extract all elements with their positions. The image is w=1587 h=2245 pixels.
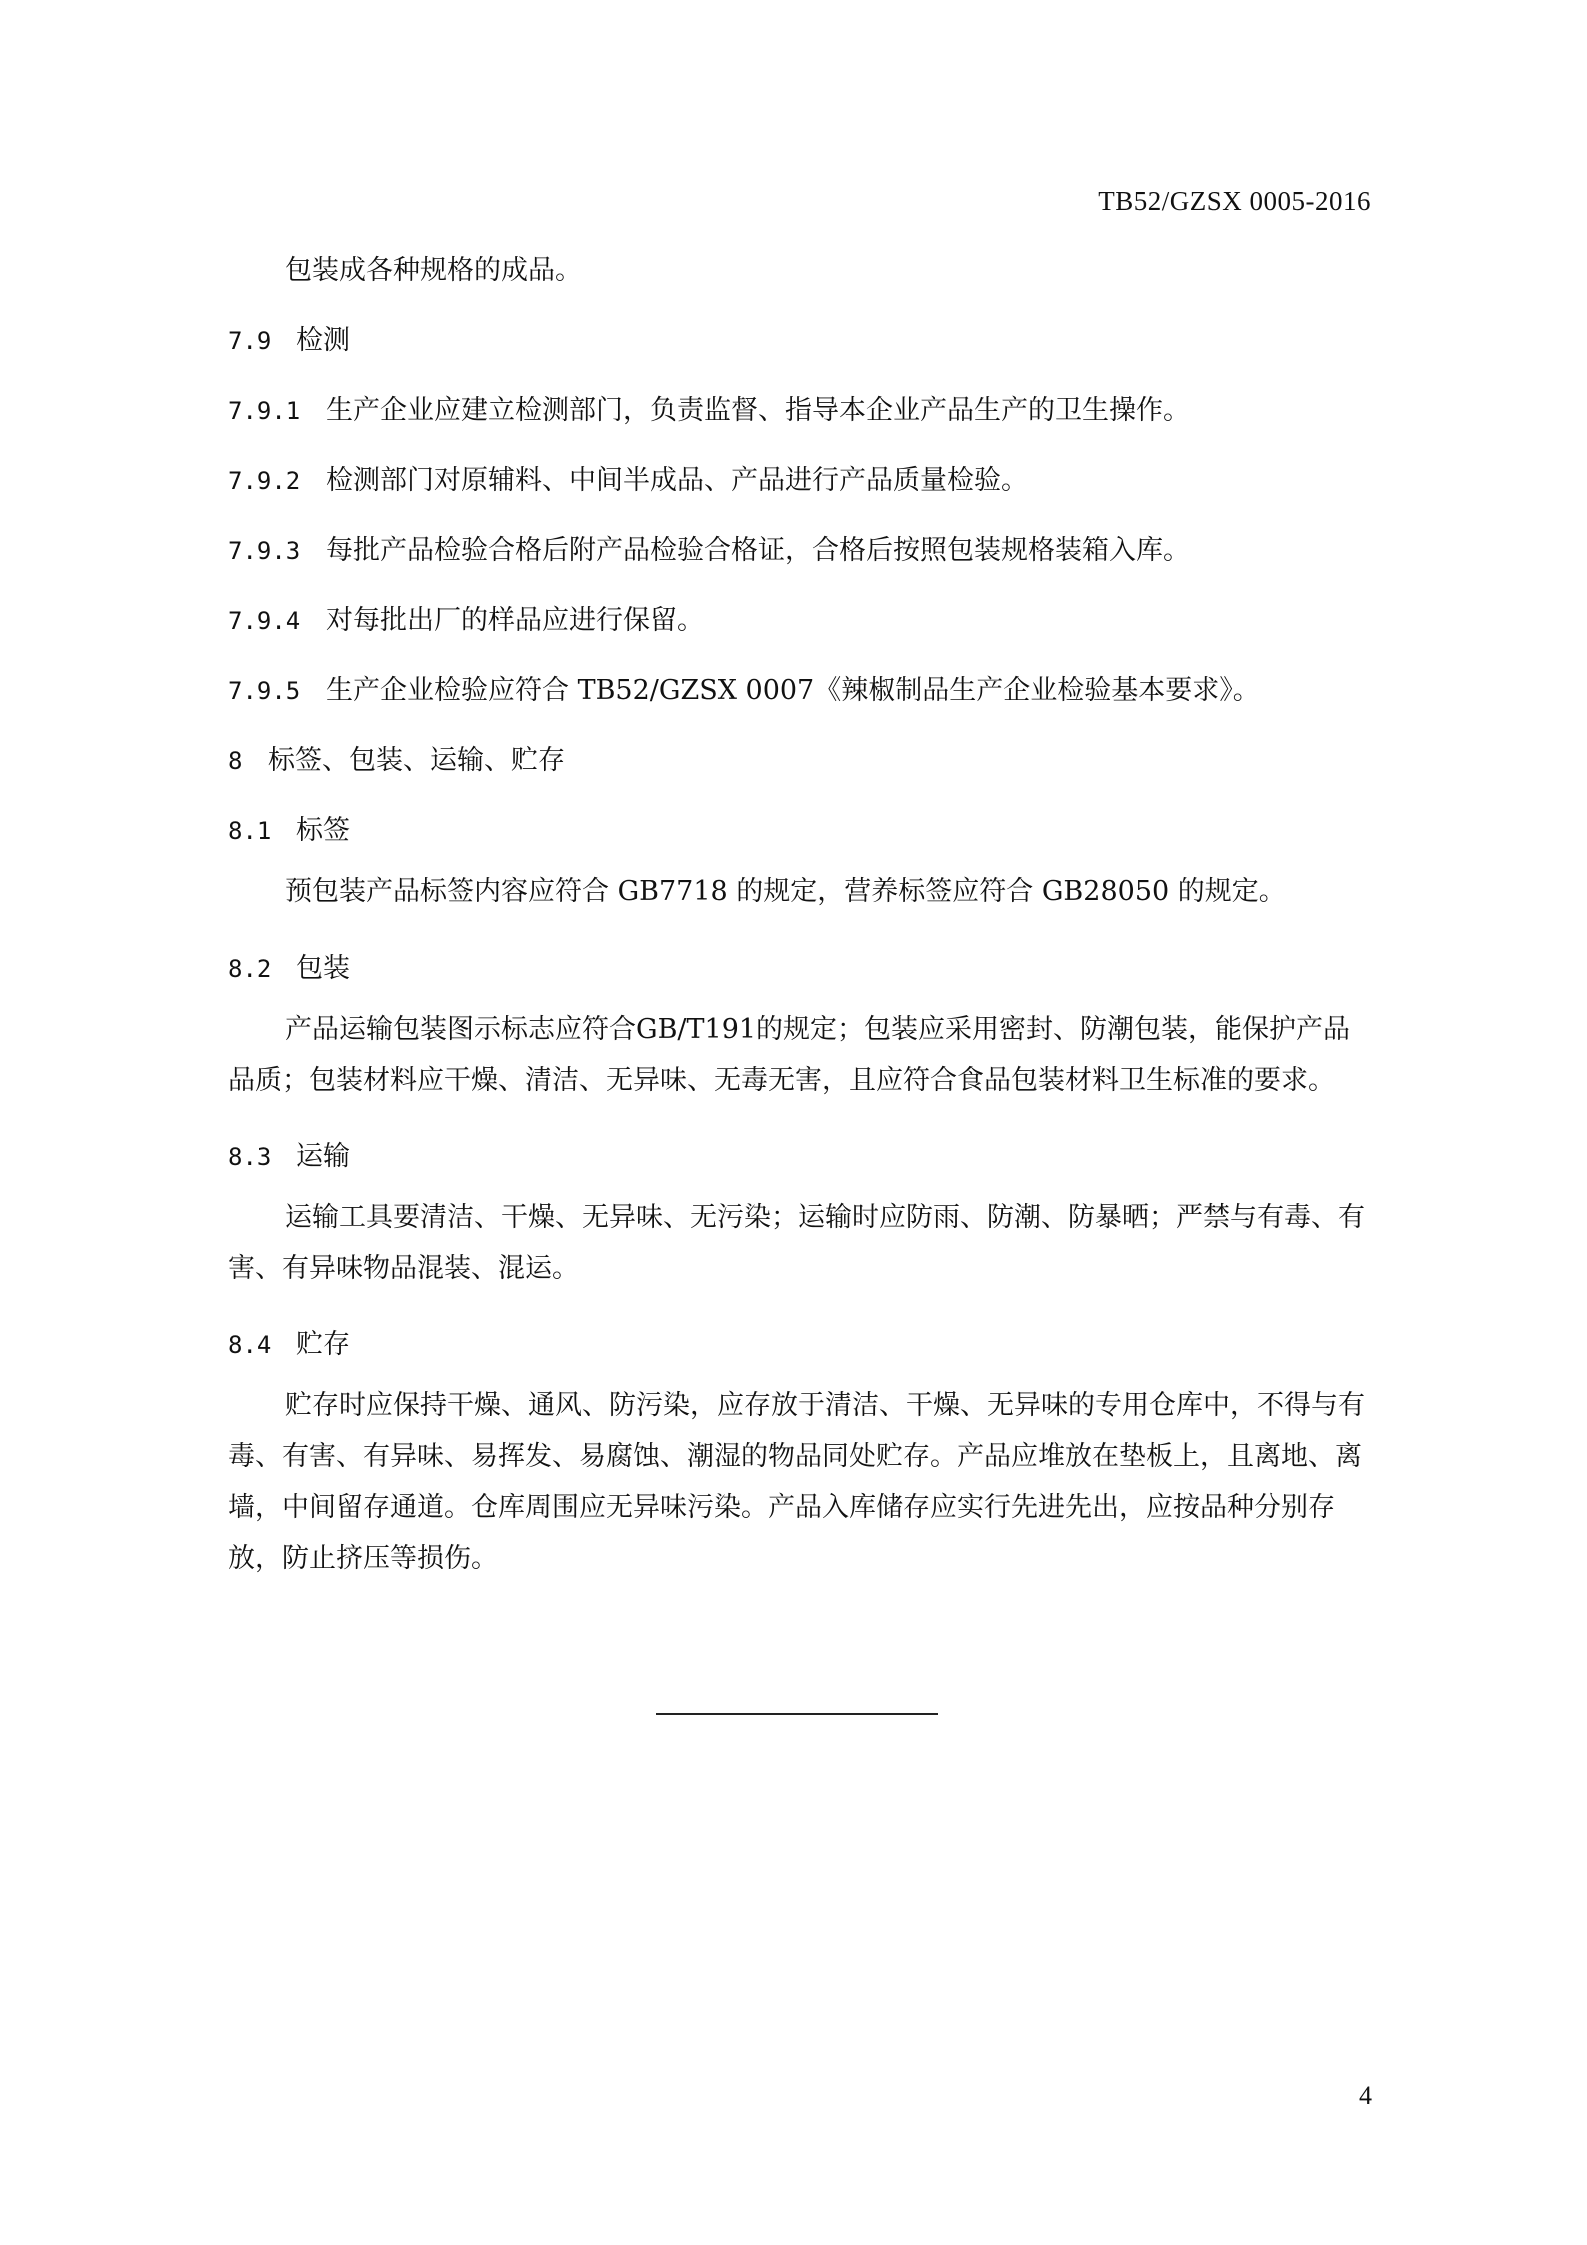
section-title: 检测 bbox=[296, 325, 350, 356]
clause-7-9-2 bbox=[228, 458, 1028, 497]
clause-number: 7.9.2 bbox=[228, 467, 301, 495]
section-8-2-heading bbox=[228, 946, 350, 985]
chapter-number: 8 bbox=[228, 747, 243, 775]
clause-text: 生产企业检验应符合 TB52/GZSX 0007《辣椒制品生产企业检验基本要求》。 bbox=[326, 675, 1260, 706]
paragraph-text: 贮存时应保持干燥、通风、防污染，应存放于清洁、干燥、无异味的专用仓库中，不得与有毒、有害、有异味、易挥发、易腐蚀、潮湿的物品同处贮存。产品应堆放在垫板上，且离地、离墙，中间留存通道。仓库周围应无异味污染。产品入库储存应实行先进先出，应按品种分别存放，防止挤压等损伤。 bbox=[228, 1390, 1365, 1574]
end-of-document-rule bbox=[656, 1713, 938, 1715]
section-number: 8.2 bbox=[228, 955, 272, 983]
section-title: 标签 bbox=[296, 815, 350, 846]
paragraph-text: 预包装产品标签内容应符合 GB7718 的规定，营养标签应符合 GB28050 的规定。 bbox=[285, 876, 1286, 907]
section-8-4-body bbox=[228, 1380, 1368, 1584]
chapter-title: 标签、包装、运输、贮存 bbox=[268, 745, 565, 776]
clause-number: 7.9.4 bbox=[228, 607, 301, 635]
section-8-1-heading bbox=[228, 808, 350, 847]
section-title: 运输 bbox=[296, 1141, 350, 1172]
section-7-9-heading bbox=[228, 318, 350, 357]
section-number: 8.4 bbox=[228, 1331, 272, 1359]
section-number: 8.1 bbox=[228, 817, 272, 845]
clause-number: 7.9.5 bbox=[228, 677, 301, 705]
section-title: 贮存 bbox=[296, 1329, 350, 1360]
section-number: 8.3 bbox=[228, 1143, 272, 1171]
section-8-3-body bbox=[228, 1192, 1368, 1294]
continuation-text: 包装成各种规格的成品。 bbox=[285, 255, 582, 286]
section-8-1-body bbox=[228, 866, 1368, 917]
clause-7-9-5 bbox=[228, 668, 1260, 707]
page-number: 4 bbox=[1359, 2081, 1372, 2110]
clause-number: 7.9.1 bbox=[228, 397, 301, 425]
document-code: TB52/GZSX 0005-2016 bbox=[1098, 186, 1371, 216]
section-number: 7.9 bbox=[228, 327, 272, 355]
section-title: 包装 bbox=[296, 953, 350, 984]
paragraph-text: 产品运输包装图示标志应符合GB/T191的规定；包装应采用密封、防潮包装，能保护产品品质；包装材料应干燥、清洁、无异味、无毒无害，且应符合食品包装材料卫生标准的要求。 bbox=[228, 1014, 1351, 1096]
section-8-3-heading bbox=[228, 1134, 350, 1173]
section-8-2-body bbox=[228, 1004, 1368, 1106]
clause-text: 每批产品检验合格后附产品检验合格证，合格后按照包装规格装箱入库。 bbox=[326, 535, 1190, 566]
clause-7-9-1 bbox=[228, 388, 1190, 427]
clause-text: 生产企业应建立检测部门，负责监督、指导本企业产品生产的卫生操作。 bbox=[326, 395, 1190, 426]
clause-7-9-4 bbox=[228, 598, 704, 637]
section-8-4-heading bbox=[228, 1322, 350, 1361]
clause-text: 对每批出厂的样品应进行保留。 bbox=[326, 605, 704, 636]
clause-7-9-3 bbox=[228, 528, 1190, 567]
clause-text: 检测部门对原辅料、中间半成品、产品进行产品质量检验。 bbox=[326, 465, 1028, 496]
paragraph-text: 运输工具要清洁、干燥、无异味、无污染；运输时应防雨、防潮、防暴晒；严禁与有毒、有害、有异味物品混装、混运。 bbox=[228, 1202, 1365, 1284]
clause-number: 7.9.3 bbox=[228, 537, 301, 565]
chapter-8-heading bbox=[228, 738, 565, 777]
